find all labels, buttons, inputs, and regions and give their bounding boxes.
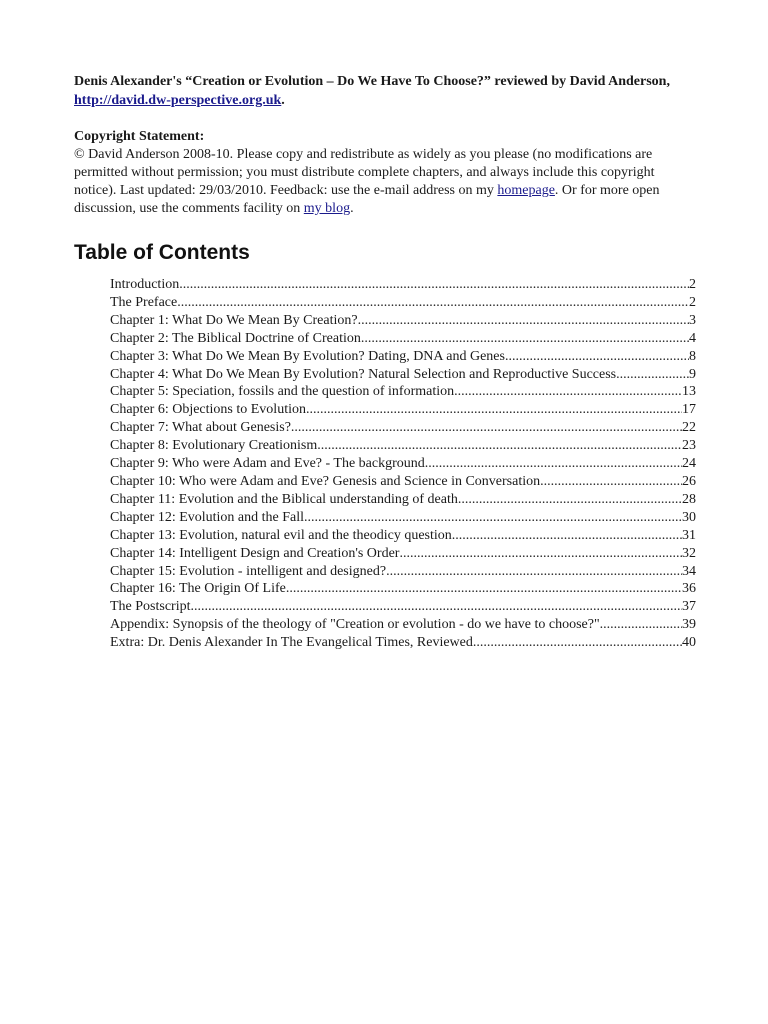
toc-entry-page-number: 37 (682, 599, 696, 615)
toc-entry-page-number: 9 (689, 366, 696, 382)
toc-entry-label: Chapter 7: What about Genesis? (110, 420, 291, 436)
toc-leader-dots (291, 419, 682, 437)
toc-entry[interactable] (110, 455, 696, 473)
toc-entry[interactable] (110, 509, 696, 527)
toc-entry[interactable] (110, 401, 696, 419)
blog-link[interactable]: my blog (303, 201, 351, 216)
toc-entry-page-number: 3 (689, 312, 696, 328)
toc-entry[interactable] (110, 330, 696, 348)
toc-leader-dots (317, 437, 682, 455)
toc-entry-label: Chapter 2: The Biblical Doctrine of Creation (110, 330, 361, 346)
toc-leader-dots (425, 455, 682, 473)
toc-entry-label: Chapter 1: What Do We Mean By Creation? (110, 312, 358, 328)
toc-entry-page-number: 22 (682, 420, 696, 436)
toc-entry-page-number: 32 (682, 545, 696, 561)
toc-entry-label: Chapter 3: What Do We Mean By Evolution? Dating, DNA and Genes (110, 348, 505, 364)
site-link[interactable]: http://david.dw-perspective.org.uk (74, 93, 282, 108)
toc-leader-dots (454, 383, 682, 401)
toc-leader-dots (458, 491, 682, 509)
toc-entry-page-number: 2 (689, 277, 696, 292)
toc-entry-label: Chapter 15: Evolution - intelligent and designed? (110, 563, 387, 579)
toc-entry[interactable] (110, 563, 696, 581)
toc-entry-page-number: 36 (682, 581, 696, 597)
copyright-text-1: © David Anderson 2008-10. Please copy and redistribute as widely as you please (no modifications are permitted without permission; you must distribute complete chapters, and always include this copyright notice). Last updated: 29/03/2010. Feedback: use the e-mail address on my (74, 147, 655, 198)
copyright-text-3: . (350, 201, 354, 216)
toc-entry-page-number: 17 (682, 402, 696, 418)
toc-entry[interactable] (110, 348, 696, 366)
toc-entry-label: Extra: Dr. Denis Alexander In The Evangelical Times, Reviewed (110, 635, 473, 651)
toc-leader-dots (386, 563, 682, 581)
toc-leader-dots (191, 598, 683, 616)
toc-entry-label: The Preface (110, 294, 178, 310)
toc-entry[interactable] (110, 419, 696, 437)
toc-entry-label: Chapter 12: Evolution and the Fall (110, 509, 305, 525)
toc-leader-dots (473, 634, 682, 652)
toc-entry[interactable] (110, 276, 696, 294)
toc-entry-page-number: 34 (682, 563, 696, 579)
toc-leader-dots (616, 366, 689, 384)
homepage-link[interactable]: homepage (497, 183, 555, 198)
toc-entry[interactable] (110, 580, 696, 598)
document-title (74, 72, 698, 110)
toc-entry-page-number: 4 (689, 330, 696, 346)
toc-entry[interactable] (110, 294, 696, 312)
toc-leader-dots (361, 330, 689, 348)
toc-entry-page-number: 13 (682, 384, 696, 400)
toc-leader-dots (179, 276, 689, 294)
toc-entry-label: Chapter 10: Who were Adam and Eve? Genesis and Science in Conversation (110, 473, 541, 489)
toc-leader-dots (399, 545, 682, 563)
toc-entry-label: Chapter 11: Evolution and the Biblical understanding of death (110, 491, 458, 507)
toc-entry-page-number: 2 (689, 294, 696, 310)
copyright-text-2: . Or for more open discussion, use the comments facility on (74, 183, 660, 216)
toc-leader-dots (540, 473, 682, 491)
toc-entry-page-number: 31 (682, 527, 696, 543)
toc-entry[interactable] (110, 312, 696, 330)
toc-entry-page-number: 8 (689, 348, 696, 364)
toc-entry-page-number: 28 (682, 491, 696, 507)
toc-entry-label: Chapter 5: Speciation, fossils and the question of information (110, 384, 455, 400)
toc-list (110, 276, 696, 652)
copyright-statement (74, 146, 698, 218)
toc-entry[interactable] (110, 616, 696, 634)
toc-entry[interactable] (110, 491, 696, 509)
toc-entry-page-number: 40 (682, 635, 696, 651)
toc-entry[interactable] (110, 437, 696, 455)
toc-entry-label: Appendix: Synopsis of the theology of "Creation or evolution - do we have to choose?" (110, 617, 600, 633)
document-page (74, 72, 698, 652)
toc-entry-label: Chapter 16: The Origin Of Life (110, 581, 286, 597)
toc-entry[interactable] (110, 598, 696, 616)
toc-entry-page-number: 23 (682, 438, 696, 454)
toc-leader-dots (505, 348, 689, 366)
toc-entry-label: Chapter 13: Evolution, natural evil and the theodicy question (110, 527, 452, 543)
toc-heading: Table of Contents (74, 241, 250, 264)
toc-entry-label: Chapter 14: Intelligent Design and Creation's Order (110, 545, 400, 561)
toc-leader-dots (306, 401, 682, 419)
toc-entry-label: The Postscript (110, 599, 191, 615)
toc-entry-page-number: 26 (682, 473, 696, 489)
toc-leader-dots (452, 527, 682, 545)
toc-leader-dots (600, 616, 682, 634)
copyright-heading: Copyright Statement: (74, 129, 205, 144)
toc-entry-label: Chapter 6: Objections to Evolution (110, 402, 306, 418)
toc-entry[interactable] (110, 366, 696, 384)
toc-entry-page-number: 39 (682, 617, 696, 633)
toc-entry[interactable] (110, 527, 696, 545)
toc-leader-dots (286, 580, 682, 598)
toc-leader-dots (358, 312, 689, 330)
toc-entry-page-number: 24 (682, 456, 696, 472)
toc-entry-label: Introduction (110, 277, 180, 292)
toc-entry[interactable] (110, 383, 696, 401)
toc-entry-page-number: 30 (682, 509, 696, 525)
toc-entry-label: Chapter 9: Who were Adam and Eve? - The background (110, 456, 425, 472)
toc-entry-label: Chapter 4: What Do We Mean By Evolution? Natural Selection and Reproductive Success (110, 366, 617, 382)
toc-entry[interactable] (110, 473, 696, 491)
toc-entry[interactable] (110, 634, 696, 652)
toc-leader-dots (304, 509, 682, 527)
toc-entry[interactable] (110, 545, 696, 563)
toc-leader-dots (177, 294, 689, 312)
title-text: Denis Alexander's “Creation or Evolution – Do We Have To Choose?” reviewed by David Anderson, (74, 74, 670, 89)
toc-entry-label: Chapter 8: Evolutionary Creationism (110, 438, 318, 454)
title-end: . (281, 93, 285, 108)
